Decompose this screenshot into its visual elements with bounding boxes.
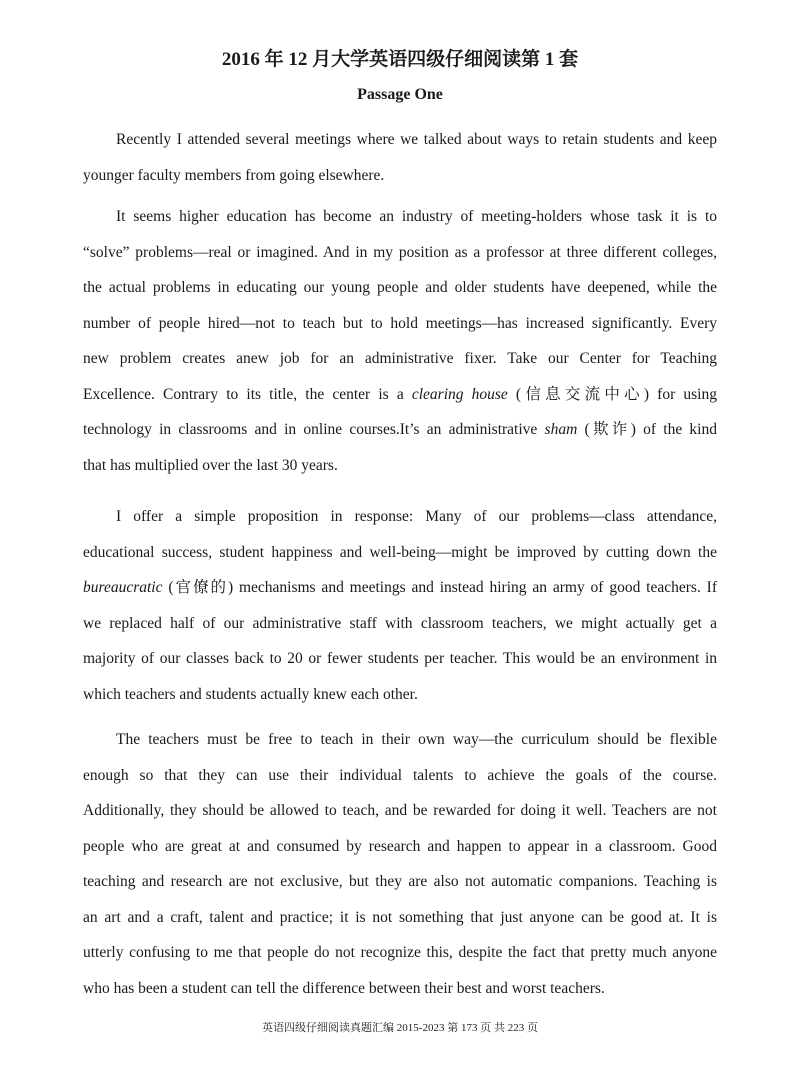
text-line xyxy=(83,641,717,677)
text-line xyxy=(83,900,717,936)
text-line xyxy=(83,677,717,713)
text-line xyxy=(83,158,717,194)
text-segment: technology in classrooms and in online courses.It’s an administrative xyxy=(83,421,545,438)
page-footer: 英语四级仔细阅读真题汇编 2015-2023 第 173 页 共 223 页 xyxy=(262,1022,538,1034)
italic-term: sham xyxy=(544,421,578,438)
text-segment: younger faculty members from going elsewhere. xyxy=(83,166,385,184)
text-line xyxy=(83,499,717,535)
text-segment: It seems higher education has become an industry of meeting-holders whose task it is to xyxy=(116,208,717,225)
italic-term: bureaucratic xyxy=(83,579,163,596)
paragraph xyxy=(83,199,717,483)
text-segment: (官僚的) mechanisms and meetings and instead hiring an army of good teachers. If xyxy=(162,579,717,596)
text-line xyxy=(83,829,717,865)
text-segment: number of people hired—not to teach but to hold meetings—has increased significantly. Every xyxy=(83,314,717,332)
text-line xyxy=(83,570,717,606)
text-line xyxy=(83,199,717,235)
text-segment: who has been a student can tell the difference between their best and worst teachers. xyxy=(83,979,605,997)
text-line xyxy=(83,235,717,271)
paragraph xyxy=(83,122,717,193)
text-line xyxy=(83,270,717,306)
text-line xyxy=(83,122,717,158)
text-line xyxy=(83,412,717,448)
text-segment: an art and a craft, talent and practice; it is not something that just anyone can be good at. It is xyxy=(83,908,717,926)
text-line xyxy=(83,448,717,484)
text-segment: Recently I attended several meetings where we talked about ways to retain students and keep xyxy=(116,131,717,148)
text-line xyxy=(83,377,717,413)
text-segment: I offer a simple proposition in response: Many of our problems—class attendance, xyxy=(116,508,717,525)
text-segment: enough so that they can use their individual talents to achieve the goals of the course. xyxy=(83,766,717,784)
text-segment: educational success, student happiness and well-being—might be improved by cutting down the xyxy=(83,543,717,561)
text-segment: majority of our classes back to 20 or fewer students per teacher. This would be an environment in xyxy=(83,650,717,667)
text-segment: “solve” problems—real or imagined. And in my position as a professor at three different colleges, xyxy=(83,243,717,261)
text-segment: that has multiplied over the last 30 years. xyxy=(83,456,338,474)
text-segment: Additionally, they should be allowed to teach, and be rewarded for doing it well. Teachers are not xyxy=(83,802,717,819)
text-segment: (信息交流中心) for using xyxy=(507,385,717,403)
page-title: 2016 年 12 月大学英语四级仔细阅读第 1 套 xyxy=(221,49,579,70)
passage-heading: Passage One xyxy=(357,86,443,103)
text-line xyxy=(83,722,717,758)
text-line xyxy=(83,971,717,1007)
text-line xyxy=(83,341,717,377)
text-line xyxy=(83,535,717,571)
text-line xyxy=(83,606,717,642)
paragraph xyxy=(83,722,717,1006)
text-segment: (欺诈) of the kind xyxy=(577,421,717,438)
text-segment: the actual problems in educating our young people and older students have deepened, while the xyxy=(83,279,717,296)
text-segment: Excellence. Contrary to its title, the center is a xyxy=(83,385,412,403)
text-segment: we replaced half of our administrative staff with classroom teachers, we might actually get a xyxy=(83,614,717,632)
text-segment: teaching and research are not exclusive, but they are also not automatic companions. Teaching is xyxy=(83,873,717,890)
text-segment: The teachers must be free to teach in their own way—the curriculum should be flexible xyxy=(116,731,717,748)
text-segment: new problem creates anew job for an administrative fixer. Take our Center for Teaching xyxy=(83,350,717,367)
text-line xyxy=(83,758,717,794)
text-line xyxy=(83,935,717,971)
text-segment: which teachers and students actually knew each other. xyxy=(83,685,418,703)
paragraph xyxy=(83,499,717,712)
text-line xyxy=(83,864,717,900)
text-segment: utterly confusing to me that people do not recognize this, despite the fact that pretty much anyone xyxy=(83,944,717,961)
italic-term: clearing house xyxy=(411,385,508,403)
text-segment: people who are great at and consumed by research and happen to appear in a classroom. Good xyxy=(83,837,717,855)
text-line xyxy=(83,793,717,829)
text-line xyxy=(83,306,717,342)
